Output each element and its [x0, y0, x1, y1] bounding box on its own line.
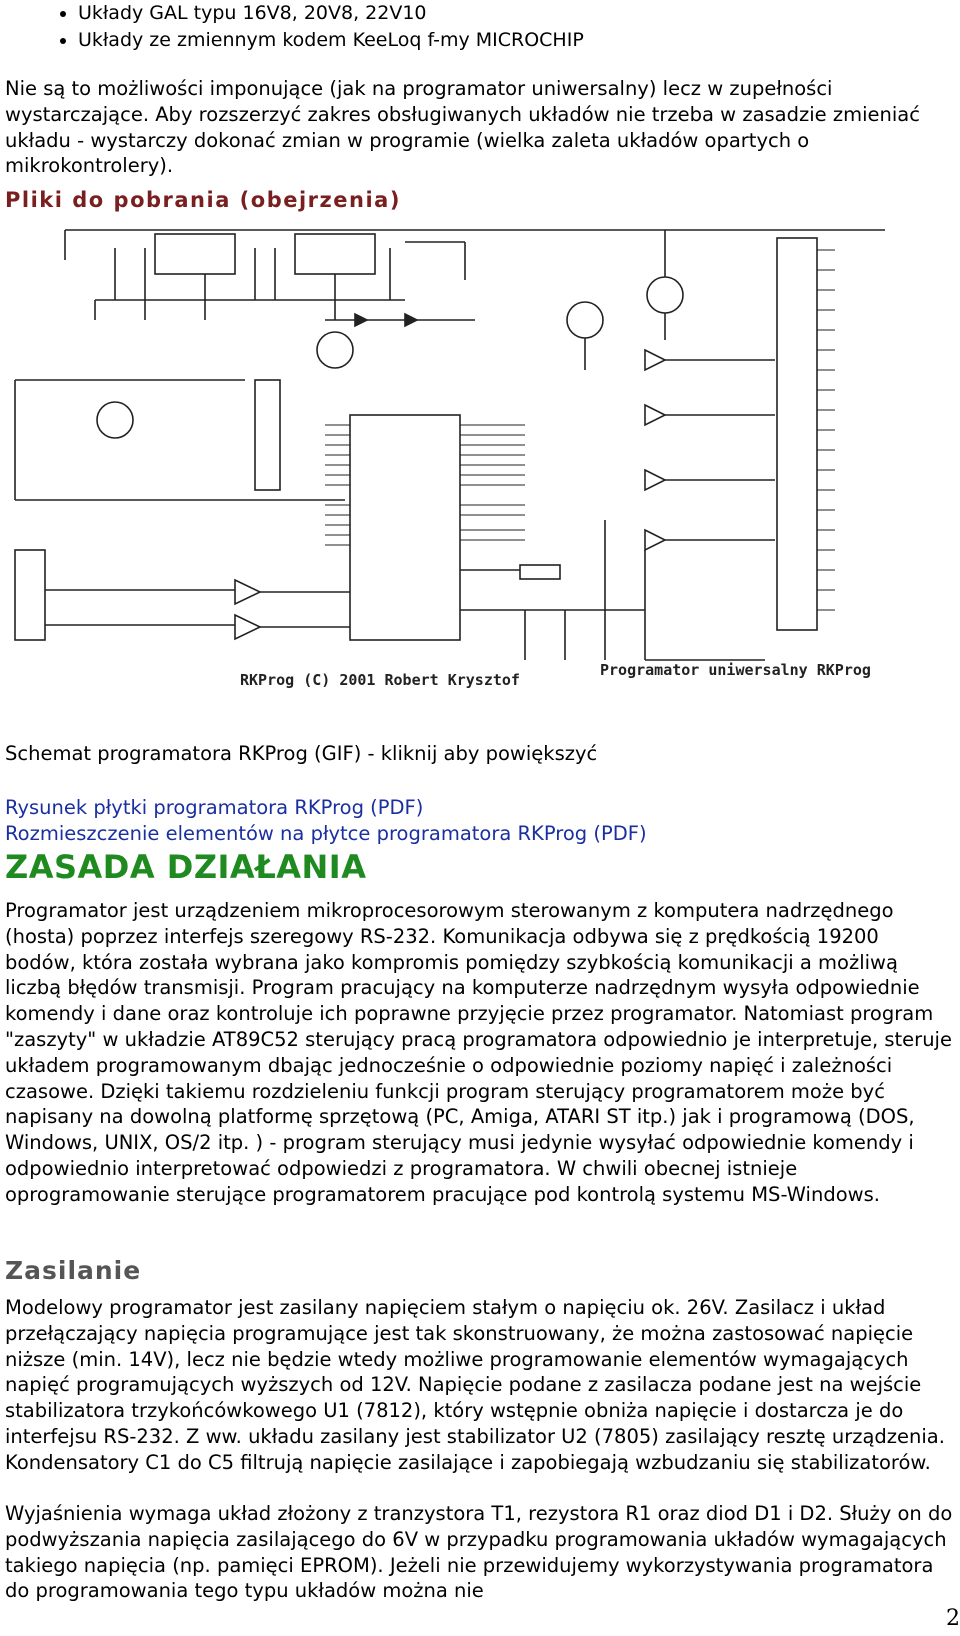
schematic-title: Programator uniwersalny RKProg	[600, 661, 871, 679]
downloads-heading: Pliki do pobrania (obejrzenia)	[5, 188, 401, 212]
schematic-image[interactable]	[5, 220, 911, 716]
operating-principle-heading: ZASADA DZIAŁANIA	[5, 848, 367, 886]
supported-devices-list	[42, 0, 584, 54]
power-supply-paragraph-2: Wyjaśnienia wymaga układ złożony z tranzystora T1, rezystora R1 oraz diod D1 i D2. Służy on do podwyższania napięcia zasilającego do 6V w przypadku programowania układów wymagających takiego napięcia (np. pamięci EPROM). Jeżeli nie przewidujemy wykorzystywania programatora do programowania tego typu układów można nie	[5, 1502, 953, 1603]
list-item: • Układy ze zmiennym kodem KeeLoq f-my MICROCHIP	[78, 27, 584, 54]
schematic-caption: Schemat programatora RKProg (GIF) - kliknij aby powiększyć	[5, 742, 598, 765]
intro-paragraph: Nie są to możliwości imponujące (jak na programator uniwersalny) lecz w zupełności wystarczające. Aby rozszerzyć zakres obsługiwanych układów nie trzeba w zasadzie zmieniać układu - wystarczy dokonać zmian w programie (wielka zaleta układów opartych o mikrokontrolery).	[5, 77, 920, 178]
list-item: • Układy GAL typu 16V8, 20V8, 22V10	[78, 0, 584, 27]
page-number: 2	[946, 1606, 960, 1631]
pcb-drawing-link[interactable]: Rysunek płytki programatora RKProg (PDF)	[5, 796, 424, 819]
schematic-copyright: RKProg (C) 2001 Robert Krysztof	[240, 671, 520, 689]
component-layout-link[interactable]: Rozmieszczenie elementów na płytce programatora RKProg (PDF)	[5, 822, 647, 845]
operating-principle-paragraph: Programator jest urządzeniem mikroprocesorowym sterowanym z komputera nadrzędnego (hosta) poprzez interfejs szeregowy RS-232. Komunikacja odbywa się z prędkością 19200 bodów, która została wybrana jako kompromis pomiędzy szybkością komunikacji a możliwą liczbą błędów transmisji. Program pracujący na komputerze nadrzędnym wysyła odpowiednie komendy i dane oraz kontroluje ich poprawne przyjęcie przez programator. Natomiast program "zaszyty" w układzie AT89C52 sterujący pracą programatora odpowiednio je interpretuje, steruje układem programowanym dbając jednocześnie o odpowiednie poziomy napięć i zależności czasowe. Dzięki takiemu rozdzieleniu funkcji program sterujący programatorem może być napisany na dowolną platformę sprzętową (PC, Amiga, ATARI ST itp.) jak i programową (DOS, Windows, UNIX, OS/2 itp. ) - program sterujący musi jedynie wysyłać odpowiednie komendy i odpowiednio interpretować odpowiedzi z programatora. W chwili obecnej istnieje oprogramowanie sterujące programatorem pracujące pod kontrolą systemu MS-Windows.	[5, 899, 952, 1206]
power-supply-heading: Zasilanie	[5, 1256, 142, 1285]
power-supply-paragraph-1: Modelowy programator jest zasilany napięciem stałym o napięciu ok. 26V. Zasilacz i układ przełączający napięcia programujące jest tak skonstruowany, że można zastosować napięcie niższe (min. 14V), lecz nie będzie wtedy możliwe programowanie elementów wymagających napięć programujących wyższych od 12V. Napięcie podane z zasilacza podane jest na wejście stabilizatora trzykońcówkowego U1 (7812), który wstępnie obniża napięcie i dostarcza je do interfejsu RS-232. Z ww. układu zasilany jest stabilizator U2 (7805) zasilający resztę urządzenia. Kondensatory C1 do C5 filtrują napięcie zasilające i zapobiegają wzbudzaniu się stabilizatorów.	[5, 1296, 945, 1474]
